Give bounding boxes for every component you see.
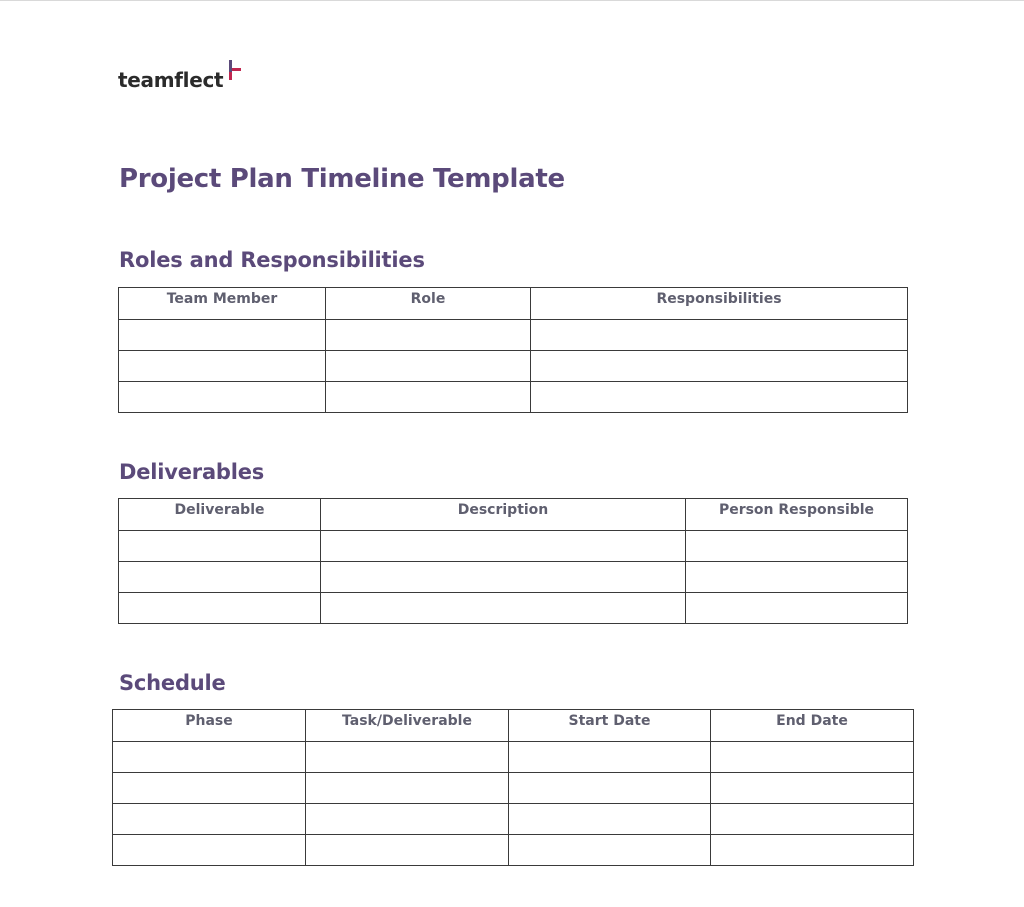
table-cell[interactable] (509, 835, 711, 866)
table-row (119, 351, 908, 382)
table-cell[interactable] (119, 562, 321, 593)
table-cell[interactable] (711, 742, 914, 773)
logo-plus-icon (221, 60, 241, 80)
table-cell[interactable] (321, 593, 686, 624)
logo-text: teamflect (118, 68, 224, 92)
table-cell[interactable] (113, 804, 306, 835)
table-cell[interactable] (326, 382, 531, 413)
column-header: Start Date (509, 710, 711, 742)
table-cell[interactable] (326, 351, 531, 382)
column-header: End Date (711, 710, 914, 742)
schedule-heading: Schedule (119, 671, 226, 695)
deliverables-heading: Deliverables (119, 460, 265, 484)
table-cell[interactable] (119, 382, 326, 413)
column-header: Role (326, 288, 531, 320)
table-row (113, 773, 914, 804)
table-cell[interactable] (321, 562, 686, 593)
table-cell[interactable] (113, 835, 306, 866)
table-cell[interactable] (711, 773, 914, 804)
table-header-row (119, 499, 908, 531)
table-cell[interactable] (113, 742, 306, 773)
schedule-table (112, 709, 914, 866)
table-cell[interactable] (306, 835, 509, 866)
table-cell[interactable] (119, 531, 321, 562)
table-cell[interactable] (321, 531, 686, 562)
roles-heading: Roles and Responsibilities (119, 248, 425, 272)
column-header: Deliverable (119, 499, 321, 531)
table-cell[interactable] (509, 742, 711, 773)
deliverables-table (118, 498, 908, 624)
table-cell[interactable] (531, 382, 908, 413)
table-row (113, 835, 914, 866)
table-header-row (113, 710, 914, 742)
page-title: Project Plan Timeline Template (119, 164, 565, 194)
column-header: Team Member (119, 288, 326, 320)
table-header-row (119, 288, 908, 320)
table-cell[interactable] (509, 773, 711, 804)
table-cell[interactable] (326, 320, 531, 351)
table-cell[interactable] (113, 773, 306, 804)
table-cell[interactable] (306, 742, 509, 773)
table-cell[interactable] (531, 351, 908, 382)
table-cell[interactable] (686, 593, 908, 624)
roles-table (118, 287, 908, 413)
column-header: Task/Deliverable (306, 710, 509, 742)
table-cell[interactable] (119, 593, 321, 624)
table-cell[interactable] (711, 804, 914, 835)
table-cell[interactable] (686, 531, 908, 562)
table-cell[interactable] (119, 320, 326, 351)
table-cell[interactable] (686, 562, 908, 593)
table-cell[interactable] (509, 804, 711, 835)
page-top-border (0, 0, 1024, 1)
column-header: Responsibilities (531, 288, 908, 320)
table-row (119, 382, 908, 413)
table-row (119, 531, 908, 562)
table-cell[interactable] (306, 773, 509, 804)
table-row (113, 742, 914, 773)
table-row (119, 593, 908, 624)
table-cell[interactable] (711, 835, 914, 866)
table-cell[interactable] (531, 320, 908, 351)
table-row (119, 562, 908, 593)
column-header: Person Responsible (686, 499, 908, 531)
table-cell[interactable] (119, 351, 326, 382)
column-header: Phase (113, 710, 306, 742)
table-row (113, 804, 914, 835)
table-cell[interactable] (306, 804, 509, 835)
column-header: Description (321, 499, 686, 531)
table-row (119, 320, 908, 351)
